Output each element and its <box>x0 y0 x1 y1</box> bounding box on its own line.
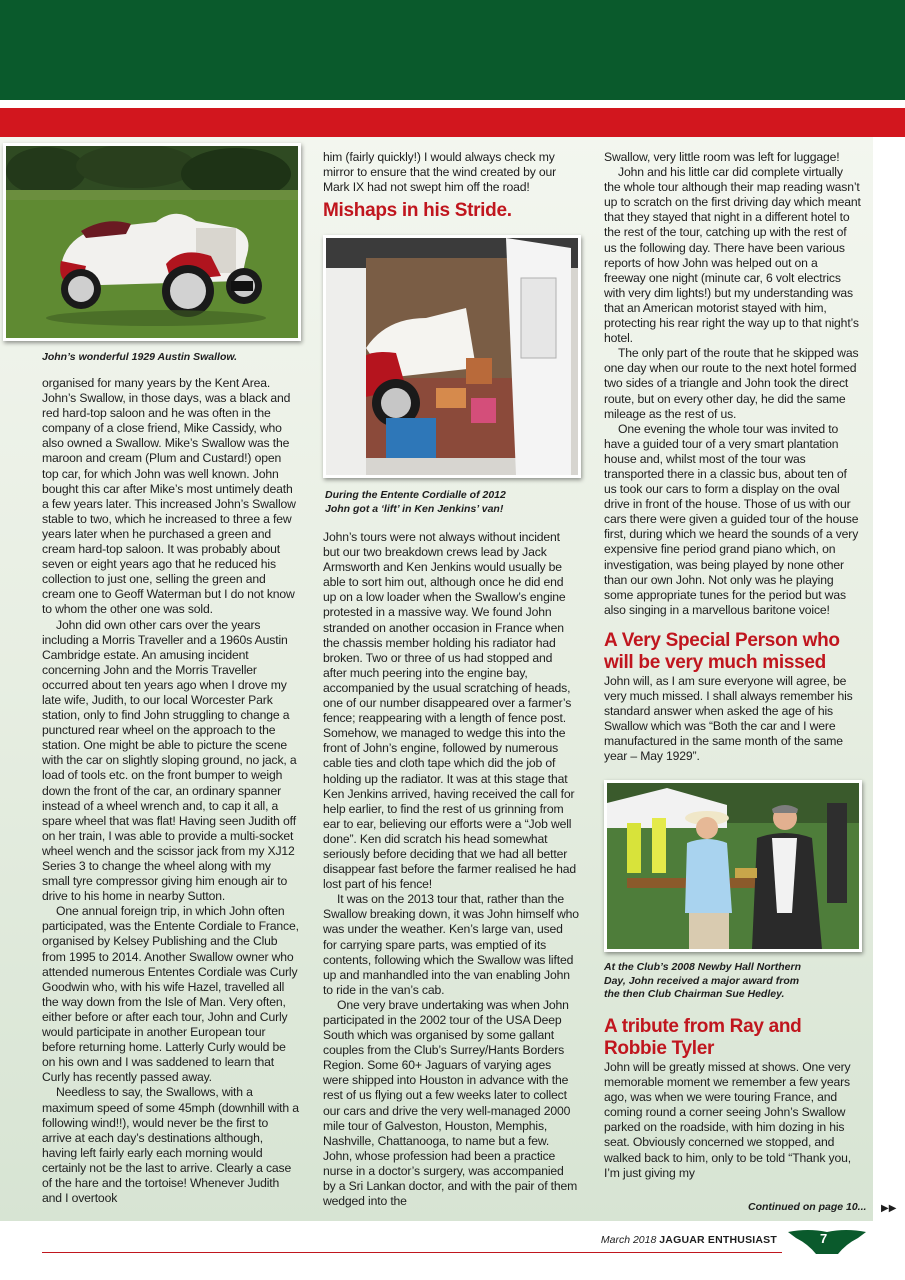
caption-award-line-2: Day, John received a major award from <box>604 974 800 987</box>
col3-paragraph-2: John and his little car did complete virtually the whole tour although their map reading wasn’t up to scratch on the first driving day which meant that they stayed that night in a different hotel to the rest of the tour, catching up with the rest of us the following day. There have been various reports of how John was helped out on a freeway one night (minute car, 6 volt electrics with very dim lights!) but my understanding was that an American motorist stayed with him, protecting his rear right the way up to that night’s hotel. <box>604 165 861 346</box>
footer-rule <box>42 1252 782 1253</box>
caption-van-line-1: During the Entente Cordialle of 2012 <box>325 489 506 501</box>
col3-paragraph-3: The only part of the route that he skipped was one day when our route to the next hotel formed two sides of a triangle and John took the direct route, but on every other day, he did the same mileage as the rest of us. <box>604 346 859 421</box>
heading-special-person: A Very Special Person who will be very much missed <box>604 629 840 673</box>
header-red-band <box>0 108 905 137</box>
footer-magazine: JAGUAR ENTHUSIAST <box>659 1234 777 1246</box>
page-number: 7 <box>820 1231 828 1246</box>
col1-paragraph-2: John did own other cars over the years including a Morris Traveller and a 1960s Austin Cambridge estate. An amusing incident concerning John and the Morris Traveller occurred about ten years ago when I drove my late wife, Judith, to our local Worcester Park station, only to find John struggling to change a punctured rear wheel on the approach to the station. One might be able to picture the scene with the car on slightly sloping ground, no jack, a load of tools etc. on the front bumper to weigh down the front of the car, an ordinary spanner instead of a wheel wrench and, to cap it all, a spare wheel that was flat! Having seen Judith off on her train, I was able to provide a multi-socket wheel wench and the scissor jack from my XJ12 Series 3 to change the wheel along with my small tyre compressor giving him enough air to drive to his home in nearby Sutton. <box>42 617 297 904</box>
col1-paragraph-1: organised for many years by the Kent Area. John’s Swallow, in those days, was a black and red hard-top saloon and he was often in the company of a close friend, Mike Cassidy, who also owned a Swallow. Mike’s Swallow was the maroon and cream (Plum and Custard!) open top car, for which John was well known. John bought this car after Mike’s most untimely death a few years later. This increased John’s Swallow stable to two, which he increased to three a few years later when he purchased a green and cream hard-top saloon. It was probably about seven or eight years ago that he reduced his collection to just one, selling the green and cream one to Geoff Waterman but I do not know to whom the other one was sold. <box>42 376 296 617</box>
column-2-lower <box>323 530 579 1209</box>
col2-paragraph-1: John’s tours were not always without incident but our two breakdown crews lead by Jack Armsworth and Ken Jenkins would usually be able to sort him out, although once he did end up on a low loader when the Swallow’s engine protested in a massive way. We found John stranded on another occasion in France when the chassis member holding his radiator had broken. Two or three of us had stopped and after much peering into the engine bay, accompanied by the usual scratching of heads, one of our number disappeared over a farmer’s fence; reappearing with a length of fence post. Somehow, we managed to wedge this into the front of John’s engine, followed by numerous cable ties and cloth tape which did the job of holding up the radiator. It was at this stage that Ken Jenkins arrived, having received the call for help earlier, to find the rest of us grinning from ear to ear, believing our efforts were a “Job well done”. Ken did scratch his head somewhat seriously before deciding that we had all better disappear fast before the farmer realised he had lost part of his fence! <box>323 530 576 892</box>
col3-paragraph-1: Swallow, very little room was left for luggage! <box>604 150 840 164</box>
page-number-badge <box>788 1228 866 1256</box>
photo-austin-swallow <box>3 143 301 341</box>
column-2 <box>323 150 579 222</box>
col3-paragraph-4: One evening the whole tour was invited to have a guided tour of a very smart plantation house and, whilst most of the tour was transported there in a classic bus, about ten of us took our cars to form a display on the oval drive in front of the house. Those of us with our cars there were given a guided tour of the house first, during which we heard the sounds of a very expensive fine period grand piano which, on investigation, was being played by none other than our own John. Not only was he playing some appropriate tunes for the period but was also singing in a marvellous baritone voice! <box>604 421 859 617</box>
caption-award-line-3: the then Club Chairman Sue Hedley. <box>604 988 785 1000</box>
caption-van-line-2: John got a ‘lift’ in Ken Jenkins’ van! <box>325 502 504 515</box>
caption-award <box>604 961 862 1002</box>
continued-note: Continued on page 10... <box>748 1201 867 1213</box>
col3-paragraph-5: John will, as I am sure everyone will agree, be very much missed. I shall always remember his standard answer when asked the age of his Swallow which was “Both the car and I were manufactured in the same month of the same year – May 1929”. <box>604 673 853 764</box>
header-white-stripe <box>0 100 905 108</box>
van-image <box>326 238 578 475</box>
swallow-car-image <box>6 146 298 338</box>
col1-paragraph-3: One annual foreign trip, in which John often participated, was the Entente Cordiale to France, organised by Kelsey Publishing and the Club from 1995 to 2014. Another Swallow owner who attended numerous Ententes Cordiale was Curly Goodwin who, with his wife Hazel, travelled all the way down from the Isle of Man. Very often, either before or after each tour, John and Curly would participate in another European tour before returning home. Latterly Curly would be on his own and I was saddened to learn that Curly has recently passed away. <box>42 904 299 1085</box>
column-3 <box>604 150 862 764</box>
footer-month: March 2018 <box>600 1234 657 1246</box>
col2-paragraph-2: It was on the 2013 tour that, rather than the Swallow breaking down, it was John himself who was under the weather. Ken’s large van, used for carrying spare parts, was emptied of its contents, following which the Swallow was lifted up and manhandled into the van enabling John to ride in the van’s cab. <box>323 892 579 997</box>
column-3-lower <box>604 1016 862 1181</box>
caption-swallow: John’s wonderful 1929 Austin Swallow. <box>42 351 238 363</box>
col2-paragraph-3: One very brave undertaking was when John participated in the 2002 tour of the USA Deep South which was organised by some gallant couples from the Club’s Surrey/Hants Borders Region. Some 60+ Jaguars of varying ages were shipped into Houston in advance with the rest of us flying out a few weeks later to collect our cars and drive the very well-managed 2000 mile tour of Galveston, Houston, Memphis, Nashville, Chattanooga, to name but a few. John, whose profession had been a practice nurse in a doctor’s surgery, was accompanied by a Sri Lankan doctor, and with the pair of them wedged into the <box>323 997 578 1209</box>
double-arrow-icon: ▶▶ <box>881 1203 897 1214</box>
footer-credit <box>601 1234 777 1246</box>
col3-paragraph-6: John will be greatly missed at shows. One very memorable moment we remember a few years ago, was when we were touring France, and coming round a corner seeing John’s Swallow parked on the roadside, with him dozing in his seat. Obviously concerned we stopped, and walked back to him, only to be told “Thank you, I’m just giving my <box>604 1060 851 1180</box>
col2-intro: him (fairly quickly!) I would always check my mirror to ensure that the wind created by our Mark IX had not swept him off the road! <box>323 150 557 195</box>
header-green-band <box>0 0 905 100</box>
caption-award-line-1: At the Club’s 2008 Newby Hall Northern <box>604 961 802 973</box>
award-image <box>607 783 859 949</box>
photo-van-lift <box>323 235 581 478</box>
col1-paragraph-4: Needless to say, the Swallows, with a maximum speed of some 45mph (downhill with a following wind!!), would never be the first to arrive at each day’s destinations although, having left fairly early each morning would certainly not be the last to arrive. Clearly a case of the hare and the tortoise! Whenever Judith and I overtook <box>42 1085 299 1206</box>
heading-mishaps: Mishaps in his Stride. <box>323 200 512 222</box>
heading-tribute: A tribute from Ray and Robbie Tyler <box>604 1016 802 1059</box>
photo-award <box>604 780 862 952</box>
caption-van <box>325 489 581 516</box>
column-1 <box>42 376 300 1206</box>
